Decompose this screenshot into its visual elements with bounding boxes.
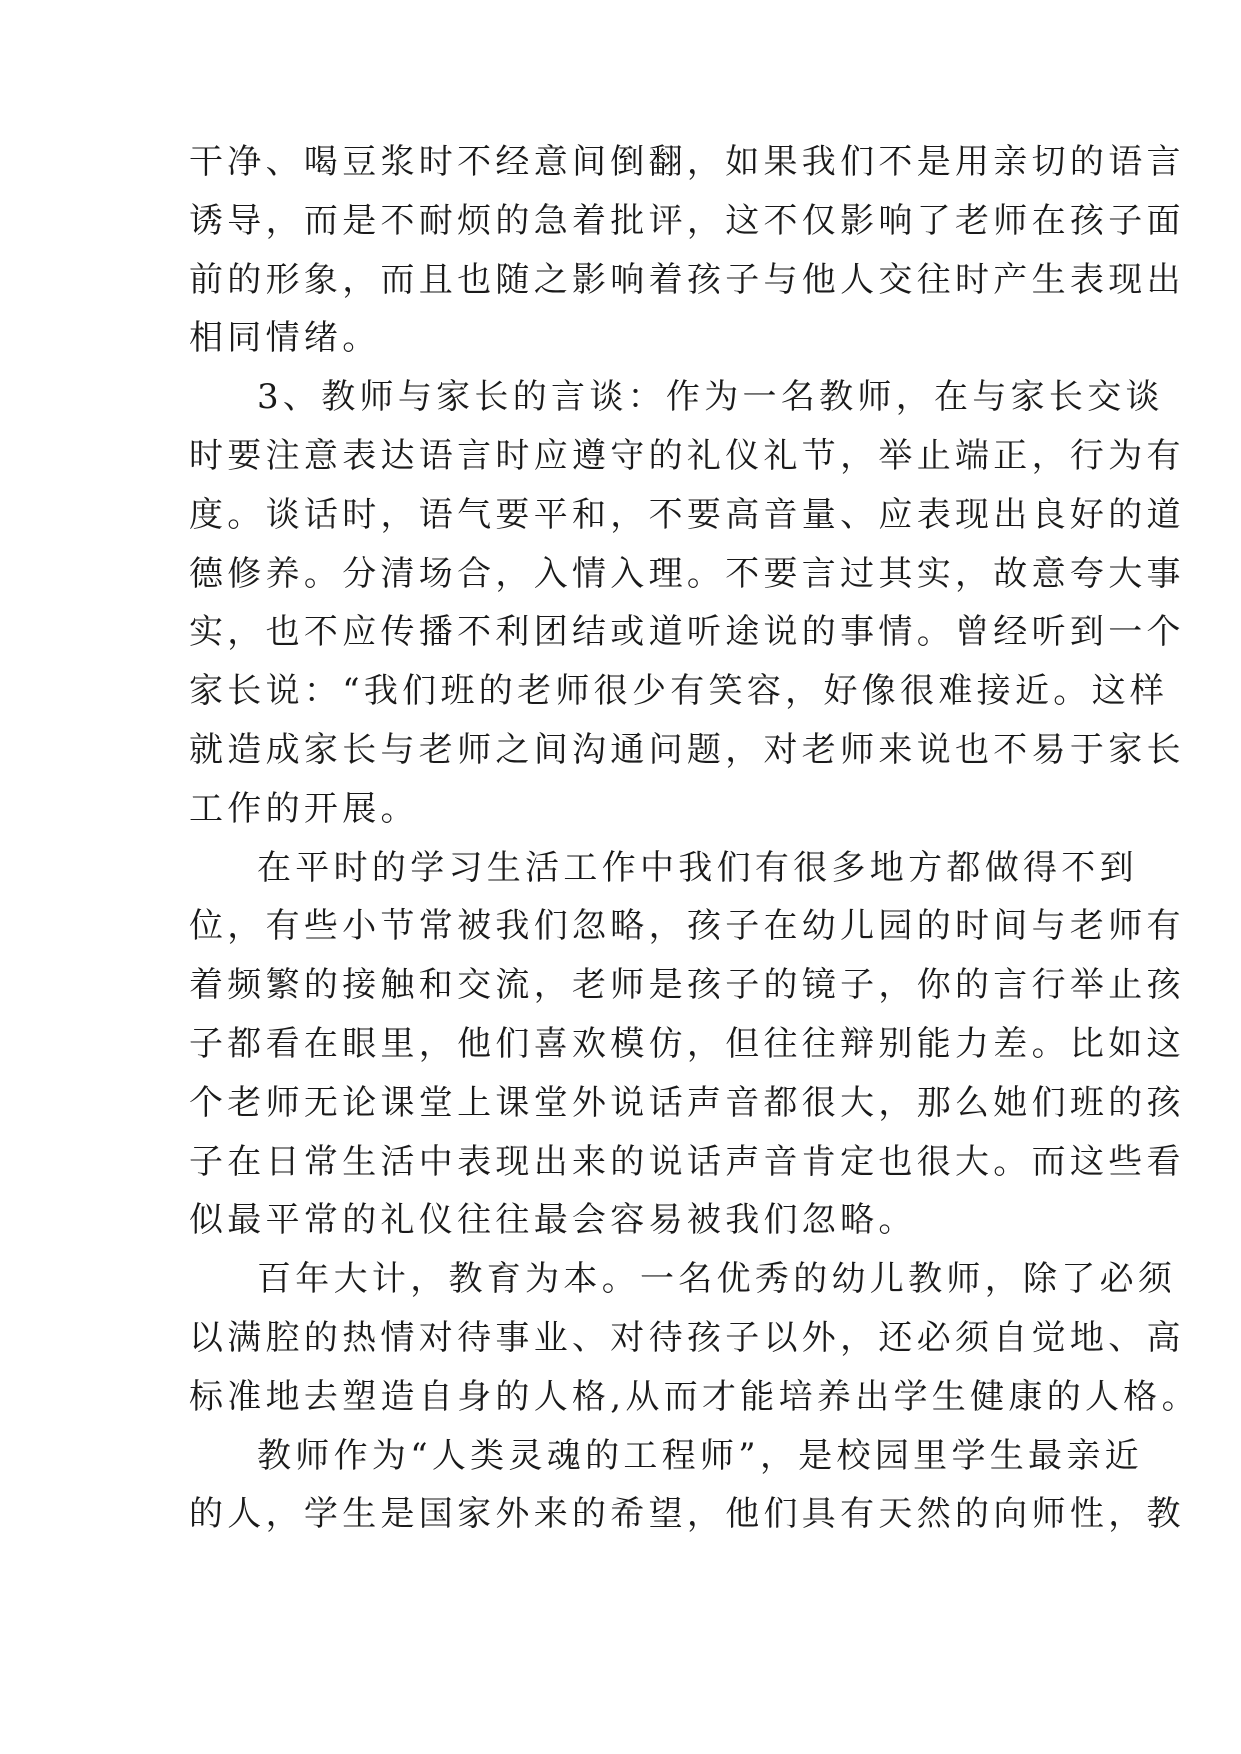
text-line: 以满腔的热情对待事业、对待孩子以外，还必须自觉地、高 xyxy=(189,1317,1185,1358)
text-line: 就造成家长与老师之间沟通问题，对老师来说也不易于家长 xyxy=(189,729,1185,770)
paragraph-first-line: 教师作为“人类灵魂的工程师”，是校园里学生最亲近 xyxy=(257,1435,1143,1476)
text-line: 时要注意表达语言时应遵守的礼仪礼节，举止端正，行为有 xyxy=(189,435,1185,476)
text-line: 实，也不应传播不利团结或道听途说的事情。曾经听到一个 xyxy=(189,612,1185,653)
text-line: 度。谈话时，语气要平和，不要高音量、应表现出良好的道 xyxy=(189,494,1185,535)
text-line: 似最平常的礼仪往往最会容易被我们忽略。 xyxy=(189,1200,917,1241)
text-line: 干净、喝豆浆时不经意间倒翻，如果我们不是用亲切的语言 xyxy=(189,142,1185,182)
document-body xyxy=(189,133,1200,1544)
text-line: 着频繁的接触和交流，老师是孩子的镜子，你的言行举止孩 xyxy=(189,965,1185,1006)
paragraph-first-line: 3、教师与家长的言谈：作为一名教师，在与家长交谈 xyxy=(257,377,1164,418)
text-line: 子在日常生活中表现出来的说话声音肯定也很大。而这些看 xyxy=(189,1141,1185,1182)
text-line: 标准地去塑造自身的人格,从而才能培养出学生健康的人格。 xyxy=(189,1376,1200,1417)
text-line: 前的形象，而且也随之影响着孩子与他人交往时产生表现出 xyxy=(189,259,1185,300)
text-line: 子都看在眼里，他们喜欢模仿，但往往辩别能力差。比如这 xyxy=(189,1023,1185,1064)
text-line: 的人，学生是国家外来的希望，他们具有天然的向师性，教 xyxy=(189,1494,1185,1535)
text-line: 个老师无论课堂上课堂外说话声音都很大，那么她们班的孩 xyxy=(189,1082,1185,1123)
text-line: 家长说：“我们班的老师很少有笑容，好像很难接近。这样 xyxy=(189,671,1169,712)
text-line: 相同情绪。 xyxy=(189,318,381,359)
text-line: 诱导，而是不耐烦的急着批评，这不仅影响了老师在孩子面 xyxy=(189,200,1185,241)
paragraph-first-line: 百年大计，教育为本。一名优秀的幼儿教师，除了必须 xyxy=(257,1259,1177,1300)
text-line: 位，有些小节常被我们忽略，孩子在幼儿园的时间与老师有 xyxy=(189,906,1185,947)
text-line: 德修养。分清场合，入情入理。不要言过其实，故意夸大事 xyxy=(189,553,1185,594)
text-line: 工作的开展。 xyxy=(189,788,419,829)
paragraph-first-line: 在平时的学习生活工作中我们有很多地方都做得不到 xyxy=(257,847,1138,888)
